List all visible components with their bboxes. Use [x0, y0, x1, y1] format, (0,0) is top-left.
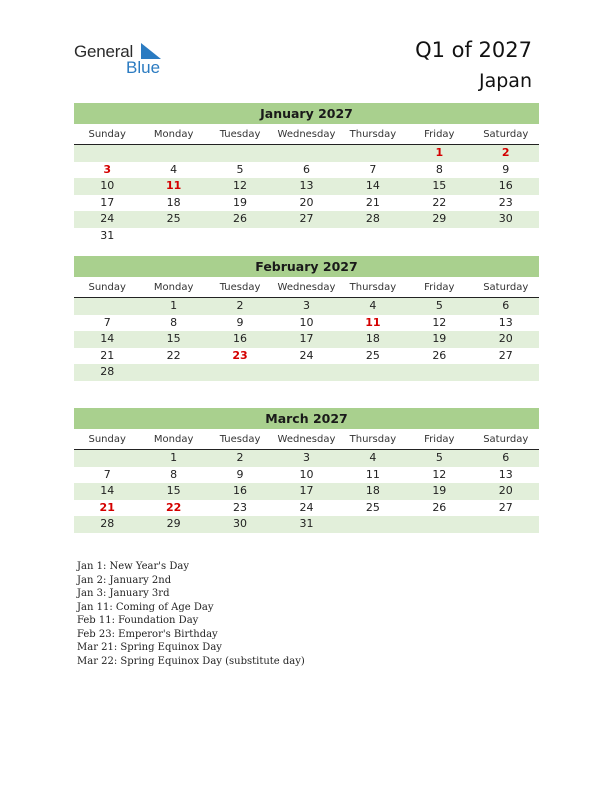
- weekday-label: Saturday: [483, 434, 529, 445]
- day-cell: 22: [432, 195, 447, 209]
- day-cell: 7: [369, 162, 377, 176]
- day-cell: 8: [170, 315, 178, 329]
- weekday-label: Wednesday: [277, 282, 336, 293]
- weekday-label: Thursday: [349, 282, 397, 293]
- holiday-notes: [77, 560, 305, 668]
- day-cell: 6: [502, 299, 510, 312]
- weekday-label: Tuesday: [219, 434, 261, 445]
- day-cell: [473, 516, 539, 533]
- logo: [74, 42, 174, 78]
- day-cell: [273, 228, 339, 245]
- day-cell: 12: [233, 179, 248, 192]
- month-january: [74, 103, 539, 244]
- weekday-label: Friday: [424, 129, 455, 140]
- day-cell: 28: [100, 517, 115, 530]
- day-cell: [273, 145, 339, 162]
- day-cell: 4: [369, 299, 377, 312]
- country-name: Japan: [479, 70, 532, 92]
- weekday-label: Wednesday: [277, 434, 336, 445]
- week-row: [74, 228, 539, 245]
- day-cell: 14: [100, 332, 115, 345]
- weekday-label: Tuesday: [219, 282, 261, 293]
- day-cell: [207, 364, 273, 381]
- day-cell: [340, 228, 406, 245]
- day-cell: 5: [435, 299, 443, 312]
- day-cell: 17: [100, 195, 115, 209]
- holiday-note: Mar 21: Spring Equinox Day: [77, 642, 222, 653]
- day-cell: [207, 228, 273, 245]
- day-cell: 10: [100, 179, 115, 192]
- day-cell: 2: [236, 299, 244, 312]
- day-cell: 15: [432, 179, 447, 192]
- day-cell: 30: [498, 212, 513, 225]
- day-cell: 30: [233, 517, 248, 530]
- day-cell: 6: [302, 162, 310, 176]
- day-cell: 1: [170, 299, 178, 312]
- day-cell: 17: [299, 332, 314, 345]
- day-cell: 7: [103, 315, 111, 329]
- day-cell: [140, 228, 206, 245]
- day-cell: 18: [365, 332, 380, 345]
- day-cell: 31: [299, 517, 314, 530]
- holiday-note: Jan 2: January 2nd: [77, 574, 172, 586]
- day-cell: 2: [501, 146, 510, 159]
- page-title: Q1 of 2027: [415, 38, 532, 62]
- weekday-label: Sunday: [88, 129, 126, 140]
- day-cell: 15: [166, 484, 181, 497]
- week-row: [74, 348, 539, 365]
- day-cell: 22: [166, 348, 181, 362]
- day-cell: 12: [432, 467, 447, 481]
- day-cell: 11: [165, 179, 182, 192]
- day-cell: 23: [232, 348, 248, 362]
- logo-blue-text: Blue: [126, 58, 161, 77]
- weekday-label: Friday: [424, 434, 455, 445]
- day-cell: 27: [498, 348, 513, 362]
- day-cell: [74, 450, 140, 467]
- week-row: [74, 211, 539, 228]
- day-cell: 10: [299, 315, 314, 329]
- weekday-label: Sunday: [88, 434, 126, 445]
- day-cell: 13: [498, 467, 513, 481]
- day-cell: 20: [498, 332, 513, 345]
- day-cell: [273, 364, 339, 381]
- day-cell: 7: [103, 467, 111, 481]
- day-cell: [74, 145, 140, 162]
- week-row: [74, 145, 539, 162]
- day-cell: 8: [170, 467, 178, 481]
- week-row: [74, 516, 539, 533]
- day-cell: 28: [365, 212, 380, 225]
- day-cell: 8: [435, 162, 443, 176]
- day-cell: 25: [365, 500, 380, 514]
- day-cell: 1: [170, 451, 178, 464]
- weekday-label: Thursday: [349, 129, 397, 140]
- month-february: [74, 256, 539, 381]
- weekday-label: Saturday: [483, 129, 529, 140]
- holiday-note: Feb 11: Foundation Day: [77, 615, 199, 626]
- day-cell: 26: [233, 212, 248, 225]
- day-cell: 21: [99, 500, 115, 514]
- day-cell: 21: [365, 195, 380, 209]
- week-row: [74, 298, 539, 315]
- day-cell: 5: [236, 162, 244, 176]
- day-cell: 22: [165, 500, 182, 514]
- weekday-label: Wednesday: [277, 129, 336, 140]
- month-title: February 2027: [74, 256, 539, 277]
- day-cell: 5: [435, 451, 443, 464]
- weekday-header-row: [74, 126, 539, 145]
- day-cell: 16: [233, 332, 248, 345]
- day-cell: 25: [166, 212, 181, 225]
- day-cell: [406, 364, 472, 381]
- day-cell: 3: [103, 162, 112, 176]
- weekday-label: Thursday: [349, 434, 397, 445]
- day-cell: 11: [365, 467, 380, 481]
- week-row: [74, 450, 539, 467]
- weekday-label: Monday: [153, 282, 194, 293]
- day-cell: 16: [498, 179, 513, 192]
- weekday-label: Friday: [424, 282, 455, 293]
- week-row: [74, 364, 539, 381]
- day-cell: 27: [498, 500, 513, 514]
- month-march: [74, 408, 539, 533]
- day-cell: [406, 516, 472, 533]
- day-cell: 3: [302, 299, 310, 312]
- weekday-label: Saturday: [483, 282, 529, 293]
- day-cell: [140, 145, 206, 162]
- day-cell: 9: [236, 467, 244, 481]
- day-cell: 14: [100, 484, 115, 497]
- day-cell: 13: [498, 315, 513, 329]
- day-cell: [74, 298, 140, 315]
- day-cell: 15: [166, 332, 181, 345]
- week-row: [74, 467, 539, 484]
- weekday-label: Monday: [153, 129, 194, 140]
- day-cell: 2: [236, 451, 244, 464]
- week-row: [74, 315, 539, 332]
- day-cell: [473, 364, 539, 381]
- day-cell: 18: [166, 195, 181, 209]
- day-cell: 23: [233, 500, 248, 514]
- weekday-label: Monday: [153, 434, 194, 445]
- day-cell: 11: [365, 315, 381, 329]
- day-cell: [406, 228, 472, 245]
- day-cell: 4: [369, 451, 377, 464]
- day-cell: [207, 145, 273, 162]
- day-cell: 10: [299, 467, 314, 481]
- week-row: [74, 483, 539, 500]
- month-title: March 2027: [74, 408, 539, 429]
- day-cell: 19: [432, 332, 447, 345]
- week-row: [74, 331, 539, 348]
- day-cell: 31: [100, 228, 115, 242]
- day-cell: [140, 364, 206, 381]
- day-cell: 20: [498, 484, 513, 497]
- day-cell: 26: [432, 500, 447, 514]
- day-cell: 9: [502, 162, 510, 176]
- day-cell: 27: [299, 212, 314, 225]
- logo-general-text: General: [74, 42, 134, 61]
- day-cell: 4: [170, 162, 178, 176]
- week-row: [74, 195, 539, 212]
- day-cell: 24: [299, 348, 314, 362]
- day-cell: 6: [502, 451, 510, 464]
- day-cell: 26: [432, 348, 447, 362]
- week-row: [74, 500, 539, 517]
- day-cell: 24: [299, 500, 314, 514]
- day-cell: 1: [435, 146, 444, 159]
- month-title: January 2027: [74, 103, 539, 124]
- weekday-label: Tuesday: [219, 129, 261, 140]
- day-cell: [473, 228, 539, 245]
- weekday-header-row: [74, 431, 539, 450]
- week-row: [74, 162, 539, 179]
- day-cell: 13: [299, 179, 314, 192]
- day-cell: [340, 145, 406, 162]
- day-cell: 19: [233, 195, 248, 209]
- day-cell: 16: [233, 484, 248, 497]
- day-cell: 23: [498, 195, 513, 209]
- day-cell: 24: [100, 212, 115, 225]
- day-cell: [340, 364, 406, 381]
- holiday-note: Jan 3: January 3rd: [77, 588, 170, 599]
- day-cell: [340, 516, 406, 533]
- day-cell: 9: [236, 315, 244, 329]
- holiday-note: Jan 11: Coming of Age Day: [77, 601, 214, 613]
- day-cell: 12: [432, 315, 447, 329]
- day-cell: 25: [365, 348, 380, 362]
- day-cell: 17: [299, 484, 314, 497]
- day-cell: 28: [100, 365, 115, 378]
- day-cell: 29: [166, 517, 181, 530]
- day-cell: 19: [432, 484, 447, 497]
- logo-triangle-icon: [141, 43, 163, 59]
- day-cell: 3: [302, 451, 310, 464]
- holiday-note: Feb 23: Emperor's Birthday: [77, 628, 218, 640]
- day-cell: 18: [365, 484, 380, 497]
- weekday-header-row: [74, 279, 539, 298]
- holiday-note: Jan 1: New Year's Day: [77, 561, 189, 572]
- day-cell: 20: [299, 195, 314, 209]
- day-cell: 21: [100, 348, 115, 362]
- day-cell: 29: [432, 212, 447, 225]
- holiday-note: Mar 22: Spring Equinox Day (substitute day): [77, 655, 305, 667]
- day-cell: 14: [365, 179, 380, 192]
- week-row: [74, 178, 539, 195]
- weekday-label: Sunday: [88, 282, 126, 293]
